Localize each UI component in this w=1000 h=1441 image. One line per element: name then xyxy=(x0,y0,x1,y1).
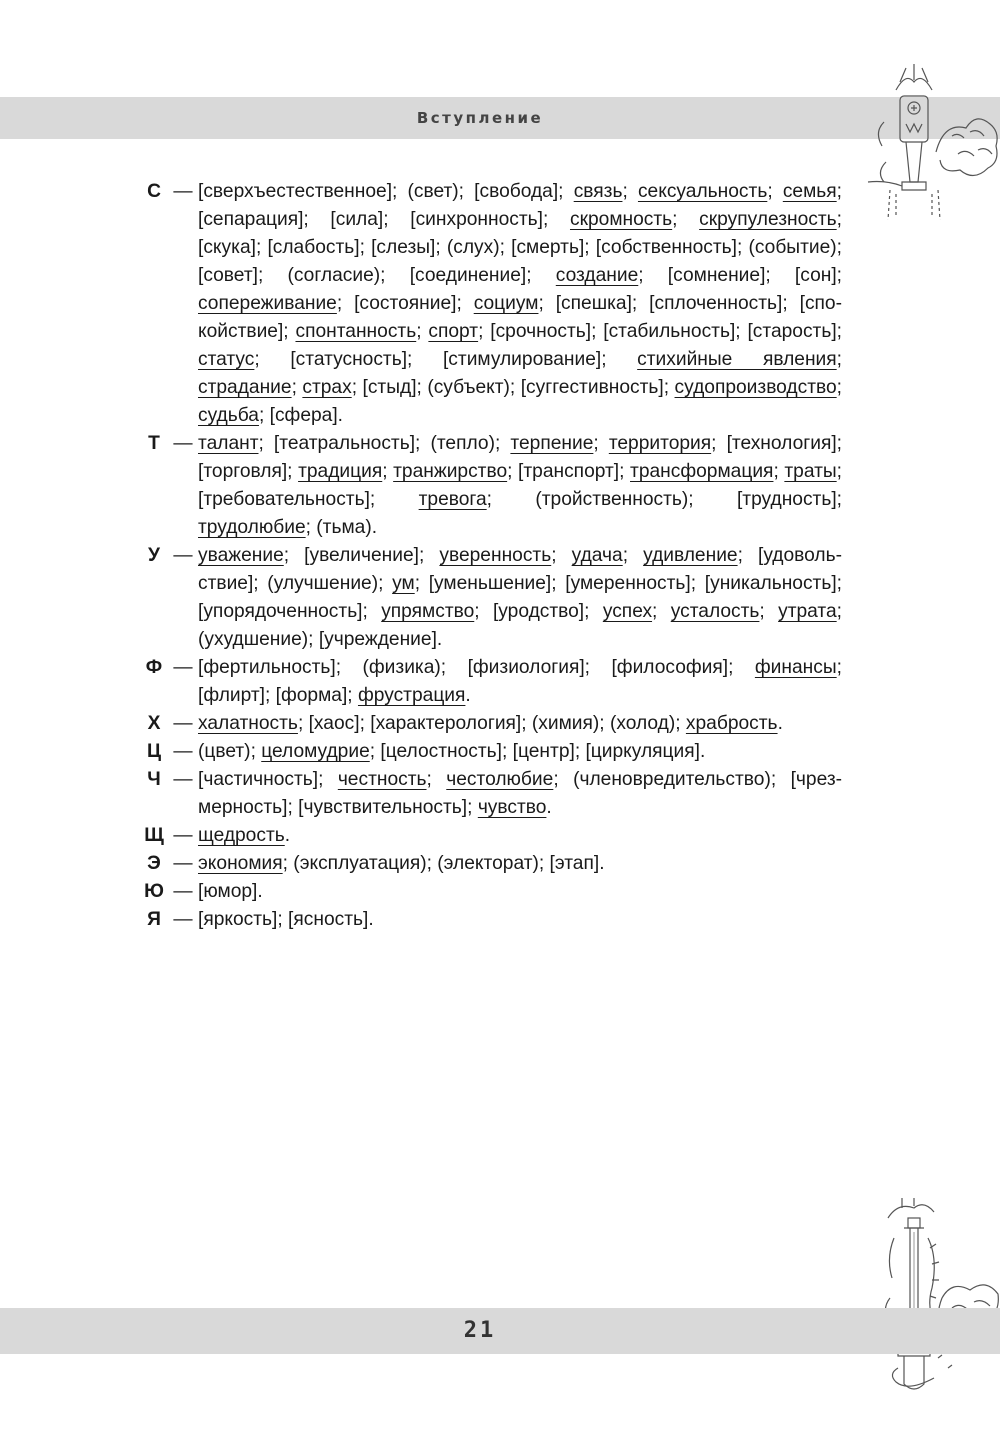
term-text: . xyxy=(465,685,471,706)
entry-letter: Ф xyxy=(145,657,163,678)
underlined-term: сексуальность xyxy=(637,181,768,202)
entry-dash: — xyxy=(173,657,193,678)
term-text: ; [сепарация]; [сила]; [синхронность]; xyxy=(198,181,842,230)
glossary-entry xyxy=(140,822,842,850)
term-text: ; [уродство]; xyxy=(474,601,603,622)
term-text: ; [спешка]; [сплоченность]; [спокойствие]; xyxy=(198,293,842,342)
entry-letter: Я xyxy=(147,909,161,930)
underlined-term: халатность xyxy=(198,713,298,734)
term-text: ; [уменьшение]; [умеренность]; [уникальность]; [упорядоченность]; xyxy=(198,573,843,622)
entry-letter: У xyxy=(148,545,160,566)
glossary-entry xyxy=(140,850,842,878)
underlined-term: транжирство xyxy=(393,461,508,482)
underlined-term: традиция xyxy=(298,461,383,482)
term-text: ; xyxy=(759,601,779,622)
entry-letter: Т xyxy=(148,433,160,454)
entry-head xyxy=(140,654,193,682)
underlined-term: уважение xyxy=(198,545,284,566)
underlined-term: семья xyxy=(782,181,837,202)
term-text: ; (тьма). xyxy=(305,517,378,538)
entry-head xyxy=(140,906,193,934)
glossary-entry xyxy=(140,710,842,738)
underlined-term: честность xyxy=(337,769,427,790)
underlined-term: утрата xyxy=(778,601,837,622)
page-number: 21 xyxy=(463,1318,497,1343)
underlined-term: траты xyxy=(784,461,837,482)
glossary-entry xyxy=(140,766,842,822)
term-text: ; xyxy=(672,209,700,230)
entry-dash: — xyxy=(173,433,193,454)
underlined-term: судьба xyxy=(198,405,259,426)
term-text: ; [технология]; [торговля]; xyxy=(198,433,843,482)
term-text: [фертильность]; (физика); [физиология]; [философия]; xyxy=(198,657,755,678)
underlined-term: экономия xyxy=(198,853,283,874)
underlined-term: стихийные явления xyxy=(637,349,837,370)
underlined-term: трудолюбие xyxy=(198,517,306,538)
term-text: ; [транспорт]; xyxy=(507,461,631,482)
entry-head xyxy=(140,710,193,738)
underlined-term: щедрость xyxy=(198,825,285,846)
underlined-term: трансформация xyxy=(630,461,774,482)
underlined-term: тревога xyxy=(418,489,487,510)
underlined-term: статус xyxy=(198,349,255,370)
term-text: ; xyxy=(767,181,783,202)
underlined-term: спонтанность xyxy=(295,321,417,342)
ace-of-cups-illustration-icon xyxy=(866,62,1000,222)
term-text: ; xyxy=(382,461,394,482)
term-text: ; xyxy=(622,545,644,566)
underlined-term: сопереживание xyxy=(198,293,337,314)
term-text: ; [сфера]. xyxy=(258,405,344,426)
entry-dash: — xyxy=(173,825,193,846)
term-text: ; xyxy=(836,349,843,370)
underlined-term: социум xyxy=(473,293,539,314)
underlined-term: удача xyxy=(571,545,623,566)
entry-letter: С xyxy=(147,181,161,202)
underlined-term: территория xyxy=(608,433,712,454)
underlined-term: судопроизводство xyxy=(674,377,837,398)
entry-letter: Ю xyxy=(144,881,164,902)
underlined-term: финансы xyxy=(754,657,837,678)
underlined-term: чувство xyxy=(477,797,547,818)
term-text: . xyxy=(284,825,291,846)
underlined-term: упрямство xyxy=(381,601,475,622)
term-text: ; [театральность]; (тепло); xyxy=(258,433,511,454)
term-text: ; [стыд]; (субъект); [суггестивность]; xyxy=(351,377,675,398)
term-text: ; [удовольствие]; (улучшение); xyxy=(198,545,842,594)
underlined-term: связь xyxy=(573,181,623,202)
entry-head xyxy=(140,766,193,794)
entry-dash: — xyxy=(173,545,193,566)
underlined-term: храбрость xyxy=(685,713,778,734)
term-text: ; [статусность]; [стимулирование]; xyxy=(254,349,638,370)
underlined-term: страх xyxy=(302,377,352,398)
term-text: ; [увеличение]; xyxy=(283,545,440,566)
glossary-entry xyxy=(140,906,842,934)
underlined-term: уверенность xyxy=(439,545,552,566)
underlined-term: терпение xyxy=(510,433,594,454)
term-text: [частичность]; xyxy=(198,769,338,790)
term-text: [яркость]; [ясность]. xyxy=(198,909,374,930)
term-text: ; (эксплуатация); (электорат); [этап]. xyxy=(282,853,605,874)
term-text: [юмор]. xyxy=(198,881,263,902)
term-text: ; xyxy=(551,545,572,566)
term-text: ; (тройственность); [трудность]; xyxy=(486,489,842,510)
term-text: . xyxy=(546,797,552,818)
entry-head xyxy=(140,542,193,570)
entry-head xyxy=(140,850,193,878)
term-text: ; xyxy=(652,601,671,622)
underlined-term: успех xyxy=(602,601,653,622)
entry-head xyxy=(140,822,193,850)
term-text: ; xyxy=(593,433,609,454)
entry-letter: Ц xyxy=(146,741,162,762)
term-text: ; [целостность]; [центр]; [циркуляция]. xyxy=(369,741,706,762)
term-text: ; (членовредительство); [чрезмерность]; [чувствительность]; xyxy=(198,769,843,818)
underlined-term: удивление xyxy=(643,545,738,566)
entry-dash: — xyxy=(173,713,193,734)
underlined-term: страдание xyxy=(198,377,292,398)
entry-dash: — xyxy=(173,181,193,202)
ace-of-swords-illustration-icon xyxy=(878,1198,1000,1398)
entry-head xyxy=(140,878,193,906)
glossary-entry xyxy=(140,654,842,710)
glossary-content xyxy=(140,178,842,934)
term-text: ; xyxy=(836,377,842,398)
term-text: ; xyxy=(416,321,429,342)
term-text: ; [скука]; [слабость]; [слезы]; (слух); [смерть]; [собственность]; (событие); [совет]; (согласие); [соединение]; xyxy=(198,209,842,286)
underlined-term: создание xyxy=(555,265,639,286)
term-text: ; xyxy=(622,181,638,202)
underlined-term: скромность xyxy=(569,209,673,230)
underlined-term: скрупулезность xyxy=(699,209,837,230)
underlined-term: целомудрие xyxy=(261,741,370,762)
term-text: ; [срочность]; [стабильность]; [старость]; xyxy=(478,321,842,342)
underlined-term: усталость xyxy=(670,601,760,622)
term-text: ; xyxy=(291,377,303,398)
term-text: [сверхъестественное]; (свет); [свобода]; xyxy=(198,181,574,202)
term-text: ; (ухудшение); [учреждение]. xyxy=(198,601,842,650)
entry-dash: — xyxy=(173,741,193,762)
entry-dash: — xyxy=(173,769,193,790)
underlined-term: талант xyxy=(198,433,259,454)
entry-letter: Ч xyxy=(147,769,161,790)
term-text: ; xyxy=(426,769,447,790)
term-text: ; [требовательность]; xyxy=(198,461,842,510)
running-header-title: Вступление xyxy=(416,109,544,127)
entry-head xyxy=(140,738,193,766)
glossary-entry xyxy=(140,430,842,542)
entry-head xyxy=(140,178,193,206)
term-text: ; xyxy=(773,461,785,482)
term-text: (цвет); xyxy=(198,741,262,762)
entry-letter: Х xyxy=(147,713,161,734)
term-text: ; [флирт]; [форма]; xyxy=(198,657,842,706)
term-text: ; [сомнение]; [сон]; xyxy=(638,265,842,286)
entry-dash: — xyxy=(173,853,193,874)
underlined-term: честолюбие xyxy=(446,769,554,790)
term-text: . xyxy=(777,713,783,734)
term-text: ; [хаос]; [характерология]; (химия); (холод); xyxy=(297,713,686,734)
entry-letter: Э xyxy=(147,853,161,874)
glossary-entry xyxy=(140,178,842,430)
glossary-entry xyxy=(140,878,842,906)
underlined-term: ум xyxy=(392,573,415,594)
underlined-term: фрустрация xyxy=(357,685,466,706)
underlined-term: спорт xyxy=(428,321,479,342)
entry-dash: — xyxy=(173,909,193,930)
glossary-entry xyxy=(140,738,842,766)
glossary-entry xyxy=(140,542,842,654)
term-text: ; [состояние]; xyxy=(336,293,474,314)
entry-letter: Щ xyxy=(144,825,164,846)
entry-dash: — xyxy=(173,881,193,902)
entry-head xyxy=(140,430,193,458)
